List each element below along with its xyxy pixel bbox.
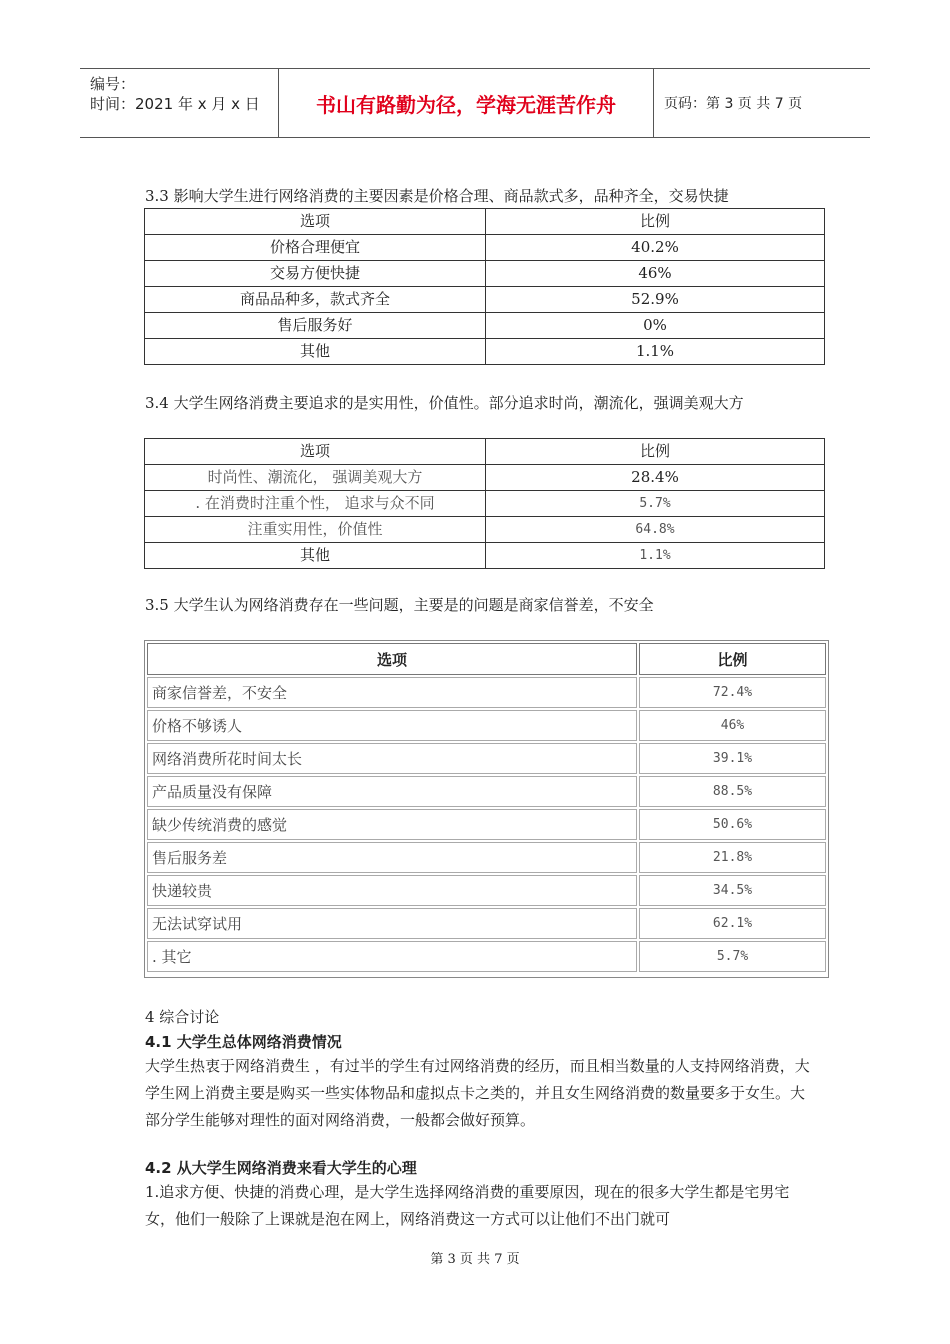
- table-row: [147, 677, 826, 708]
- table-row: [145, 261, 825, 287]
- ratio-cell: 0%: [486, 313, 825, 339]
- option-cell: 价格不够诱人: [147, 710, 637, 741]
- number-label: 编号：: [90, 75, 136, 93]
- table-row: [147, 875, 826, 906]
- page-footer: 第 3 页 共 7 页: [430, 1252, 520, 1267]
- option-cell: 售后服务差: [147, 842, 637, 873]
- page-header: [80, 68, 870, 138]
- table-row: [145, 491, 825, 517]
- table-3-5-grid: [145, 641, 828, 974]
- option-cell: 售后服务好: [145, 313, 486, 339]
- column-header: 比例: [639, 643, 826, 675]
- section-3-5-heading: 3.5 大学生认为网络消费存在一些问题，主要是的问题是商家信誉差，不安全: [145, 596, 654, 614]
- option-cell: 商品品种多，款式齐全: [145, 287, 486, 313]
- column-header: 选项: [147, 643, 637, 675]
- option-cell: 交易方便快捷: [145, 261, 486, 287]
- ratio-cell: 52.9%: [486, 287, 825, 313]
- table-row: [147, 809, 826, 840]
- motto: 书山有路勤为径，学海无涯苦作舟: [316, 92, 616, 117]
- table-row: [145, 465, 825, 491]
- ratio-cell: 1.1%: [486, 339, 825, 365]
- ratio-cell: 34.5%: [639, 875, 826, 906]
- table-header-row: [147, 643, 826, 675]
- table-row: [145, 287, 825, 313]
- ratio-cell: 28.4%: [486, 465, 825, 491]
- table-row: [145, 313, 825, 339]
- section-4-2-heading: 4.2 从大学生网络消费来看大学生的心理: [145, 1159, 417, 1177]
- ratio-cell: 1.1%: [486, 543, 825, 569]
- section-3-4-heading: 3.4 大学生网络消费主要追求的是实用性，价值性。部分追求时尚，潮流化，强调美观大方: [145, 394, 744, 412]
- table-row: [147, 743, 826, 774]
- table-row: [147, 941, 826, 972]
- option-cell: 网络消费所花时间太长: [147, 743, 637, 774]
- column-header: 比例: [486, 439, 825, 465]
- column-header: 选项: [145, 439, 486, 465]
- table-header-row: [145, 439, 825, 465]
- table-3-4: [144, 438, 825, 569]
- option-cell: 注重实用性，价值性: [145, 517, 486, 543]
- ratio-cell: 88.5%: [639, 776, 826, 807]
- table-row: [145, 543, 825, 569]
- option-cell: . 在消费时注重个性， 追求与众不同: [145, 491, 486, 517]
- header-motto-cell: [279, 69, 654, 137]
- ratio-cell: 46%: [486, 261, 825, 287]
- option-cell: 其他: [145, 543, 486, 569]
- option-cell: . 其它: [147, 941, 637, 972]
- table-row: [147, 842, 826, 873]
- column-header: 选项: [145, 209, 486, 235]
- section-4-1-paragraph: 大学生热衷于网络消费生 ，有过半的学生有过网络消费的经历，而且相当数量的人支持网络消费，大学生网上消费主要是购买一些实体物品和虚拟点卡之类的，并且女生网络消费的数量要多于女生。大部分学生能够对理性的面对网络消费，一般都会做好预算。: [145, 1057, 810, 1129]
- table-row: [145, 339, 825, 365]
- table-3-5: [144, 640, 829, 978]
- option-cell: 缺少传统消费的感觉: [147, 809, 637, 840]
- ratio-cell: 5.7%: [639, 941, 826, 972]
- ratio-cell: 62.1%: [639, 908, 826, 939]
- table-row: [145, 517, 825, 543]
- option-cell: 价格合理便宜: [145, 235, 486, 261]
- page-info: 页码：第 3 页 共 7 页: [664, 96, 803, 112]
- table-header-row: [145, 209, 825, 235]
- ratio-cell: 21.8%: [639, 842, 826, 873]
- option-cell: 产品质量没有保障: [147, 776, 637, 807]
- section-4-1-heading: 4.1 大学生总体网络消费情况: [145, 1033, 342, 1051]
- time-label: 时间：2021 年 x 月 x 日: [90, 95, 260, 113]
- section-4-heading: 4 综合讨论: [145, 1008, 220, 1026]
- header-page-cell: [654, 69, 870, 137]
- option-cell: 其他: [145, 339, 486, 365]
- ratio-cell: 64.8%: [486, 517, 825, 543]
- option-cell: 快递较贵: [147, 875, 637, 906]
- section-4-2-paragraph: 1.追求方便、快捷的消费心理，是大学生选择网络消费的重要原因，现在的很多大学生都是宅男宅女，他们一般除了上课就是泡在网上，网络消费这一方式可以让他们不出门就可: [145, 1183, 790, 1228]
- ratio-cell: 39.1%: [639, 743, 826, 774]
- table-row: [147, 710, 826, 741]
- header-meta: [80, 69, 279, 137]
- ratio-cell: 5.7%: [486, 491, 825, 517]
- option-cell: 无法试穿试用: [147, 908, 637, 939]
- ratio-cell: 46%: [639, 710, 826, 741]
- column-header: 比例: [486, 209, 825, 235]
- ratio-cell: 50.6%: [639, 809, 826, 840]
- table-row: [145, 235, 825, 261]
- ratio-cell: 40.2%: [486, 235, 825, 261]
- table-3-3: [144, 208, 825, 365]
- table-row: [147, 908, 826, 939]
- option-cell: 商家信誉差，不安全: [147, 677, 637, 708]
- ratio-cell: 72.4%: [639, 677, 826, 708]
- section-3-3-heading: 3.3 影响大学生进行网络消费的主要因素是价格合理、商品款式多，品种齐全，交易快捷: [145, 187, 729, 205]
- option-cell: 时尚性、潮流化， 强调美观大方: [145, 465, 486, 491]
- table-row: [147, 776, 826, 807]
